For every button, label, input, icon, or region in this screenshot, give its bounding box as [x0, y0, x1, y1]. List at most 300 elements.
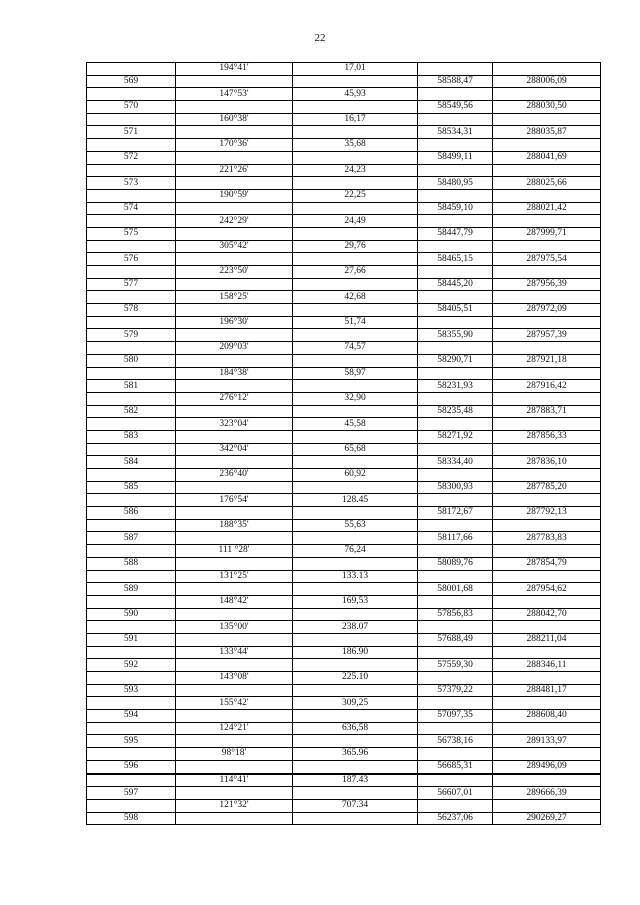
distance-cell: 27,66	[293, 266, 418, 279]
direction-angle-cell	[176, 507, 293, 520]
distance-cell	[293, 507, 418, 520]
table-row	[87, 710, 601, 723]
table-row	[87, 507, 601, 520]
x-coordinate-cell	[418, 392, 493, 405]
distance-cell: 17,01	[293, 63, 418, 76]
table-row	[87, 697, 601, 710]
distance-cell: 128.45	[293, 494, 418, 507]
point-number-cell	[87, 418, 176, 431]
direction-angle-cell	[176, 354, 293, 367]
point-number-cell: 584	[87, 456, 176, 469]
direction-angle-cell	[176, 633, 293, 646]
x-coordinate-cell	[418, 494, 493, 507]
point-number-cell: 590	[87, 608, 176, 621]
direction-angle-cell: 242°29'	[176, 215, 293, 228]
table-row	[87, 63, 601, 76]
y-coordinate-cell: 287972,09	[493, 304, 601, 317]
direction-angle-cell	[176, 177, 293, 190]
direction-angle-cell: 170°36'	[176, 139, 293, 152]
direction-angle-cell	[176, 481, 293, 494]
table-row	[87, 774, 601, 787]
distance-cell	[293, 583, 418, 596]
y-coordinate-cell: 287916,42	[493, 380, 601, 393]
direction-angle-cell: 114°41'	[176, 774, 293, 787]
distance-cell	[293, 760, 418, 773]
distance-cell	[293, 557, 418, 570]
y-coordinate-cell: 288030,50	[493, 101, 601, 114]
y-coordinate-cell: 287836,10	[493, 456, 601, 469]
x-coordinate-cell	[418, 291, 493, 304]
distance-cell	[293, 481, 418, 494]
x-coordinate-cell: 58445,20	[418, 278, 493, 291]
point-number-cell	[87, 646, 176, 659]
y-coordinate-cell: 288041,69	[493, 151, 601, 164]
y-coordinate-cell: 287883,71	[493, 405, 601, 418]
y-coordinate-cell	[493, 595, 601, 608]
distance-cell	[293, 735, 418, 748]
distance-cell: 65,68	[293, 443, 418, 456]
direction-angle-cell	[176, 126, 293, 139]
distance-cell: 55,63	[293, 519, 418, 532]
distance-cell: 45,58	[293, 418, 418, 431]
point-number-cell	[87, 443, 176, 456]
x-coordinate-cell: 56738,16	[418, 735, 493, 748]
point-number-cell: 585	[87, 481, 176, 494]
y-coordinate-cell	[493, 367, 601, 380]
x-coordinate-cell: 58334,40	[418, 456, 493, 469]
distance-cell: 365.96	[293, 748, 418, 761]
direction-angle-cell: 188°35'	[176, 519, 293, 532]
distance-cell: 76,24	[293, 545, 418, 558]
point-number-cell: 574	[87, 202, 176, 215]
x-coordinate-cell	[418, 164, 493, 177]
y-coordinate-cell: 288608,40	[493, 710, 601, 723]
table-row	[87, 519, 601, 532]
y-coordinate-cell	[493, 748, 601, 761]
table-row	[87, 151, 601, 164]
point-number-cell: 571	[87, 126, 176, 139]
direction-angle-cell	[176, 430, 293, 443]
point-number-cell: 577	[87, 278, 176, 291]
direction-angle-cell: 221°26'	[176, 164, 293, 177]
x-coordinate-cell	[418, 469, 493, 482]
point-number-cell: 583	[87, 430, 176, 443]
table-row	[87, 253, 601, 266]
point-number-cell: 596	[87, 760, 176, 773]
distance-cell	[293, 684, 418, 697]
table-row	[87, 380, 601, 393]
point-number-cell: 578	[87, 304, 176, 317]
distance-cell	[293, 380, 418, 393]
point-number-cell: 591	[87, 633, 176, 646]
x-coordinate-cell: 58300,93	[418, 481, 493, 494]
y-coordinate-cell: 287954,62	[493, 583, 601, 596]
direction-angle-cell	[176, 253, 293, 266]
y-coordinate-cell	[493, 139, 601, 152]
y-coordinate-cell: 288481,17	[493, 684, 601, 697]
y-coordinate-cell: 288025,66	[493, 177, 601, 190]
table-row	[87, 787, 601, 800]
y-coordinate-cell	[493, 545, 601, 558]
direction-angle-cell: 158°25'	[176, 291, 293, 304]
x-coordinate-cell: 58447,79	[418, 227, 493, 240]
distance-cell: 133.13	[293, 570, 418, 583]
y-coordinate-cell	[493, 697, 601, 710]
point-number-cell	[87, 291, 176, 304]
point-number-cell	[87, 164, 176, 177]
y-coordinate-cell	[493, 63, 601, 76]
table-row	[87, 227, 601, 240]
x-coordinate-cell	[418, 443, 493, 456]
point-number-cell	[87, 519, 176, 532]
direction-angle-cell	[176, 583, 293, 596]
distance-cell: 238.07	[293, 621, 418, 634]
direction-angle-cell: 276°12'	[176, 392, 293, 405]
x-coordinate-cell: 58534,31	[418, 126, 493, 139]
distance-cell: 187.43	[293, 774, 418, 787]
table-row	[87, 202, 601, 215]
direction-angle-cell	[176, 456, 293, 469]
y-coordinate-cell: 287975,54	[493, 253, 601, 266]
x-coordinate-cell	[418, 88, 493, 101]
point-number-cell	[87, 342, 176, 355]
table-row	[87, 405, 601, 418]
table-row	[87, 659, 601, 672]
x-coordinate-cell	[418, 418, 493, 431]
distance-cell	[293, 253, 418, 266]
distance-cell: 58,97	[293, 367, 418, 380]
distance-cell	[293, 405, 418, 418]
distance-cell	[293, 151, 418, 164]
distance-cell	[293, 354, 418, 367]
point-number-cell: 597	[87, 787, 176, 800]
distance-cell: 22,25	[293, 189, 418, 202]
x-coordinate-cell	[418, 722, 493, 735]
table-row	[87, 177, 601, 190]
x-coordinate-cell: 58290,71	[418, 354, 493, 367]
point-number-cell	[87, 139, 176, 152]
point-number-cell: 575	[87, 227, 176, 240]
x-coordinate-cell: 58231,93	[418, 380, 493, 393]
y-coordinate-cell: 289496,09	[493, 760, 601, 773]
y-coordinate-cell	[493, 519, 601, 532]
table-row	[87, 608, 601, 621]
y-coordinate-cell	[493, 342, 601, 355]
distance-cell: 45,93	[293, 88, 418, 101]
y-coordinate-cell: 288021,42	[493, 202, 601, 215]
direction-angle-cell: 209°03'	[176, 342, 293, 355]
y-coordinate-cell: 288346,11	[493, 659, 601, 672]
x-coordinate-cell	[418, 519, 493, 532]
table-row	[87, 633, 601, 646]
y-coordinate-cell	[493, 164, 601, 177]
distance-cell	[293, 532, 418, 545]
table-row	[87, 735, 601, 748]
point-number-cell	[87, 774, 176, 787]
direction-angle-cell: 135°00'	[176, 621, 293, 634]
distance-cell	[293, 227, 418, 240]
y-coordinate-cell: 287856,33	[493, 430, 601, 443]
point-number-cell: 569	[87, 75, 176, 88]
x-coordinate-cell	[418, 774, 493, 787]
point-number-cell: 589	[87, 583, 176, 596]
x-coordinate-cell	[418, 113, 493, 126]
x-coordinate-cell: 58271,92	[418, 430, 493, 443]
x-coordinate-cell: 58117,66	[418, 532, 493, 545]
x-coordinate-cell	[418, 697, 493, 710]
direction-angle-cell: 98°18'	[176, 748, 293, 761]
direction-angle-cell	[176, 812, 293, 825]
distance-cell	[293, 710, 418, 723]
x-coordinate-cell	[418, 63, 493, 76]
coordinates-table	[86, 62, 601, 825]
y-coordinate-cell: 287999,71	[493, 227, 601, 240]
distance-cell: 186.90	[293, 646, 418, 659]
y-coordinate-cell	[493, 88, 601, 101]
point-number-cell	[87, 697, 176, 710]
y-coordinate-cell: 288035,87	[493, 126, 601, 139]
coordinates-table-body	[87, 63, 601, 825]
direction-angle-cell	[176, 329, 293, 342]
point-number-cell	[87, 63, 176, 76]
direction-angle-cell	[176, 405, 293, 418]
point-number-cell: 581	[87, 380, 176, 393]
point-number-cell	[87, 266, 176, 279]
table-row	[87, 304, 601, 317]
distance-cell: 74,57	[293, 342, 418, 355]
point-number-cell	[87, 469, 176, 482]
table-row	[87, 494, 601, 507]
x-coordinate-cell: 58355,90	[418, 329, 493, 342]
distance-cell	[293, 787, 418, 800]
distance-cell: 16,17	[293, 113, 418, 126]
direction-angle-cell: 223°50'	[176, 266, 293, 279]
direction-angle-cell	[176, 787, 293, 800]
point-number-cell: 594	[87, 710, 176, 723]
table-row	[87, 684, 601, 697]
direction-angle-cell: 133°44'	[176, 646, 293, 659]
point-number-cell	[87, 748, 176, 761]
point-number-cell	[87, 392, 176, 405]
table-row	[87, 443, 601, 456]
table-row	[87, 126, 601, 139]
distance-cell: 636,58	[293, 722, 418, 735]
distance-cell: 707.34	[293, 799, 418, 812]
table-row	[87, 240, 601, 253]
x-coordinate-cell: 56237,06	[418, 812, 493, 825]
y-coordinate-cell: 287785,20	[493, 481, 601, 494]
x-coordinate-cell	[418, 266, 493, 279]
table-row	[87, 722, 601, 735]
direction-angle-cell	[176, 227, 293, 240]
x-coordinate-cell: 58588,47	[418, 75, 493, 88]
direction-angle-cell	[176, 75, 293, 88]
direction-angle-cell	[176, 659, 293, 672]
table-row	[87, 456, 601, 469]
x-coordinate-cell	[418, 139, 493, 152]
distance-cell	[293, 101, 418, 114]
point-number-cell: 580	[87, 354, 176, 367]
table-row	[87, 215, 601, 228]
table-row	[87, 799, 601, 812]
distance-cell	[293, 304, 418, 317]
y-coordinate-cell	[493, 494, 601, 507]
table-row	[87, 316, 601, 329]
y-coordinate-cell: 287792,13	[493, 507, 601, 520]
y-coordinate-cell: 288006,09	[493, 75, 601, 88]
y-coordinate-cell	[493, 418, 601, 431]
table-row	[87, 812, 601, 825]
y-coordinate-cell: 288042,70	[493, 608, 601, 621]
direction-angle-cell: 190°59'	[176, 189, 293, 202]
distance-cell: 35,68	[293, 139, 418, 152]
point-number-cell	[87, 545, 176, 558]
x-coordinate-cell: 58001,68	[418, 583, 493, 596]
point-number-cell	[87, 189, 176, 202]
table-row	[87, 418, 601, 431]
point-number-cell	[87, 367, 176, 380]
x-coordinate-cell: 56607,01	[418, 787, 493, 800]
distance-cell	[293, 278, 418, 291]
direction-angle-cell	[176, 760, 293, 773]
table-row	[87, 583, 601, 596]
point-number-cell	[87, 215, 176, 228]
y-coordinate-cell: 289133,97	[493, 735, 601, 748]
x-coordinate-cell: 58089,76	[418, 557, 493, 570]
y-coordinate-cell	[493, 240, 601, 253]
distance-cell	[293, 329, 418, 342]
distance-cell	[293, 633, 418, 646]
y-coordinate-cell	[493, 266, 601, 279]
table-row	[87, 101, 601, 114]
point-number-cell	[87, 570, 176, 583]
point-number-cell	[87, 88, 176, 101]
direction-angle-cell: 196°30'	[176, 316, 293, 329]
x-coordinate-cell	[418, 367, 493, 380]
x-coordinate-cell: 57688,49	[418, 633, 493, 646]
distance-cell: 24,23	[293, 164, 418, 177]
direction-angle-cell: 194°41'	[176, 63, 293, 76]
table-row	[87, 88, 601, 101]
table-row	[87, 532, 601, 545]
y-coordinate-cell	[493, 774, 601, 787]
direction-angle-cell: 236°40'	[176, 469, 293, 482]
table-row	[87, 139, 601, 152]
distance-cell	[293, 659, 418, 672]
direction-angle-cell: 147°53'	[176, 88, 293, 101]
x-coordinate-cell: 58235,48	[418, 405, 493, 418]
direction-angle-cell	[176, 557, 293, 570]
direction-angle-cell	[176, 608, 293, 621]
direction-angle-cell	[176, 735, 293, 748]
x-coordinate-cell	[418, 646, 493, 659]
x-coordinate-cell: 58172,67	[418, 507, 493, 520]
distance-cell: 60,92	[293, 469, 418, 482]
direction-angle-cell: 184°38'	[176, 367, 293, 380]
table-row	[87, 329, 601, 342]
distance-cell	[293, 430, 418, 443]
x-coordinate-cell: 57856,83	[418, 608, 493, 621]
point-number-cell: 595	[87, 735, 176, 748]
table-row	[87, 354, 601, 367]
y-coordinate-cell	[493, 646, 601, 659]
distance-cell	[293, 456, 418, 469]
y-coordinate-cell	[493, 570, 601, 583]
distance-cell	[293, 75, 418, 88]
distance-cell	[293, 126, 418, 139]
direction-angle-cell	[176, 202, 293, 215]
distance-cell: 32,90	[293, 392, 418, 405]
table-row	[87, 595, 601, 608]
y-coordinate-cell: 290269,27	[493, 812, 601, 825]
x-coordinate-cell: 57559,30	[418, 659, 493, 672]
distance-cell: 225.10	[293, 672, 418, 685]
point-number-cell: 570	[87, 101, 176, 114]
y-coordinate-cell: 287957,39	[493, 329, 601, 342]
y-coordinate-cell: 288211,04	[493, 633, 601, 646]
x-coordinate-cell	[418, 545, 493, 558]
table-row	[87, 367, 601, 380]
direction-angle-cell: 160°38'	[176, 113, 293, 126]
point-number-cell	[87, 672, 176, 685]
distance-cell: 169,53	[293, 595, 418, 608]
point-number-cell: 576	[87, 253, 176, 266]
distance-cell	[293, 202, 418, 215]
y-coordinate-cell: 287921,18	[493, 354, 601, 367]
direction-angle-cell	[176, 710, 293, 723]
point-number-cell: 573	[87, 177, 176, 190]
y-coordinate-cell	[493, 672, 601, 685]
x-coordinate-cell: 58549,56	[418, 101, 493, 114]
direction-angle-cell: 323°04'	[176, 418, 293, 431]
distance-cell	[293, 812, 418, 825]
table-row	[87, 621, 601, 634]
point-number-cell	[87, 494, 176, 507]
point-number-cell	[87, 316, 176, 329]
y-coordinate-cell	[493, 722, 601, 735]
direction-angle-cell: 111 °28'	[176, 545, 293, 558]
point-number-cell: 593	[87, 684, 176, 697]
point-number-cell	[87, 113, 176, 126]
direction-angle-cell: 148°42'	[176, 595, 293, 608]
distance-cell: 42,68	[293, 291, 418, 304]
point-number-cell: 572	[87, 151, 176, 164]
direction-angle-cell	[176, 684, 293, 697]
x-coordinate-cell: 58480,95	[418, 177, 493, 190]
distance-cell: 24,49	[293, 215, 418, 228]
table-row	[87, 113, 601, 126]
table-row	[87, 545, 601, 558]
y-coordinate-cell	[493, 316, 601, 329]
table-row	[87, 748, 601, 761]
table-row	[87, 430, 601, 443]
direction-angle-cell: 176°54'	[176, 494, 293, 507]
table-row	[87, 469, 601, 482]
direction-angle-cell: 305°42'	[176, 240, 293, 253]
y-coordinate-cell: 287783,83	[493, 532, 601, 545]
x-coordinate-cell: 57379,22	[418, 684, 493, 697]
table-row	[87, 164, 601, 177]
distance-cell: 29,76	[293, 240, 418, 253]
x-coordinate-cell	[418, 748, 493, 761]
y-coordinate-cell	[493, 215, 601, 228]
x-coordinate-cell	[418, 799, 493, 812]
point-number-cell: 587	[87, 532, 176, 545]
direction-angle-cell	[176, 278, 293, 291]
direction-angle-cell: 143°08'	[176, 672, 293, 685]
distance-cell: 309,25	[293, 697, 418, 710]
x-coordinate-cell	[418, 621, 493, 634]
